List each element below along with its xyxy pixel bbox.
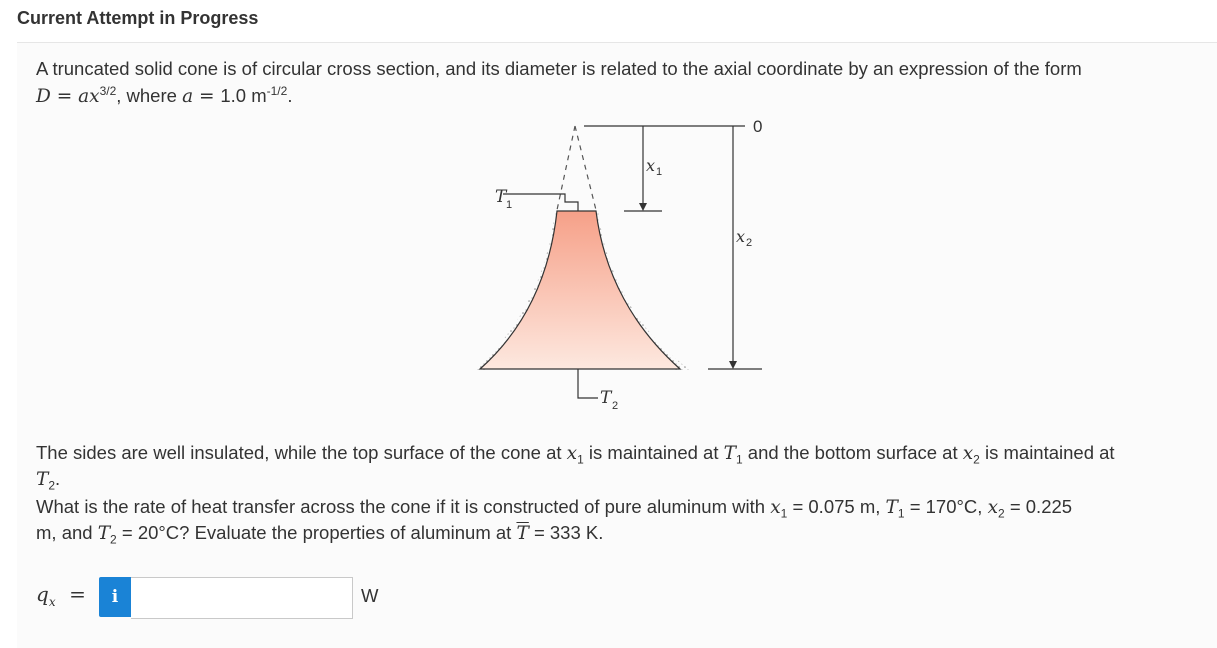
q-x1-value: = 0.075 m, — [787, 496, 886, 517]
where-text: , where — [116, 85, 183, 107]
cone-figure — [466, 116, 776, 416]
question-part-b: m, and — [36, 522, 98, 543]
problem-formula — [36, 84, 292, 107]
answer-label — [36, 582, 86, 609]
sym-t2: T — [36, 469, 49, 490]
q-t1-value: = 170°C, — [904, 496, 988, 517]
q-sym-tbar: $\overline{T}$ — [516, 523, 529, 544]
q-sym-t2-sub: 2 — [110, 532, 117, 547]
apex-dashed-left — [557, 126, 575, 210]
label-t1: T — [495, 187, 507, 207]
sym-x2: x — [962, 443, 974, 464]
para2-part-a: The sides are well insulated, while the top surface of the cone at — [36, 442, 567, 463]
sym-x1: x — [566, 443, 578, 464]
sym-x1-sub: 1 — [577, 452, 584, 467]
para2-end: . — [55, 468, 61, 489]
formula-lhs: D = ax — [36, 86, 100, 108]
period: . — [287, 85, 293, 107]
cone-body — [480, 211, 680, 369]
formula-exponent: 3/2 — [99, 84, 117, 98]
q-t2-value: = 20°C? Evaluate the properties of aluminum at — [116, 522, 517, 543]
answer-symbol-sub: x — [48, 595, 56, 609]
answer-symbol: q — [36, 582, 49, 606]
answer-equals: = — [69, 582, 86, 606]
a-value: 1.0 m — [220, 85, 267, 107]
sym-t1-sub: 1 — [735, 452, 743, 467]
a-equation: a = — [182, 86, 221, 108]
answer-unit: W — [361, 585, 379, 606]
sym-t2-sub: 2 — [48, 478, 56, 493]
para2-part-c: and the bottom surface at — [742, 442, 963, 463]
label-x2: x — [736, 227, 746, 246]
label-zero: 0 — [753, 117, 763, 136]
label-t2: T — [600, 388, 612, 408]
label-x1: x — [646, 156, 656, 175]
q-sym-t1-sub: 1 — [897, 506, 905, 521]
q-sym-x1: x — [770, 497, 781, 518]
answer-input[interactable] — [131, 577, 353, 619]
label-t1-sub: 1 — [506, 199, 513, 211]
label-x1-sub: 1 — [656, 166, 663, 178]
question-text-line2 — [36, 522, 603, 547]
problem-text-line1: A truncated solid cone is of circular cross section, and its diameter is related to the axial coordinate by an expression of the form — [36, 58, 1082, 79]
question-part-a: What is the rate of heat transfer across the cone if it is constructed of pure aluminum with — [36, 496, 771, 517]
q-x2-value: = 0.225 — [1004, 496, 1073, 517]
a-exponent: -1/2 — [266, 84, 288, 98]
para2-part-b: is maintained at — [583, 442, 724, 463]
label-t2-sub: 2 — [612, 400, 619, 412]
question-text-line1 — [36, 496, 1072, 521]
page-title: Current Attempt in Progress — [17, 8, 259, 28]
q-tbar-value: = 333 K. — [528, 522, 604, 543]
t1-leader — [503, 194, 578, 211]
sym-x2-sub: 2 — [973, 452, 980, 467]
label-x2-sub: 2 — [746, 237, 753, 249]
q-sym-t1: T — [885, 497, 898, 518]
para2-part-d: is maintained at — [979, 442, 1115, 463]
apex-dashed-right — [575, 126, 596, 210]
problem-text-para2 — [36, 442, 1115, 467]
q-sym-x2-sub: 2 — [998, 506, 1005, 521]
info-icon[interactable]: i — [99, 577, 131, 617]
problem-text-para2-end — [36, 468, 60, 493]
q-sym-x1-sub: 1 — [780, 506, 788, 521]
sym-t1: T — [723, 443, 736, 464]
q-sym-t2: T — [97, 523, 111, 544]
q-sym-x2: x — [987, 497, 998, 518]
t2-leader — [578, 369, 598, 398]
